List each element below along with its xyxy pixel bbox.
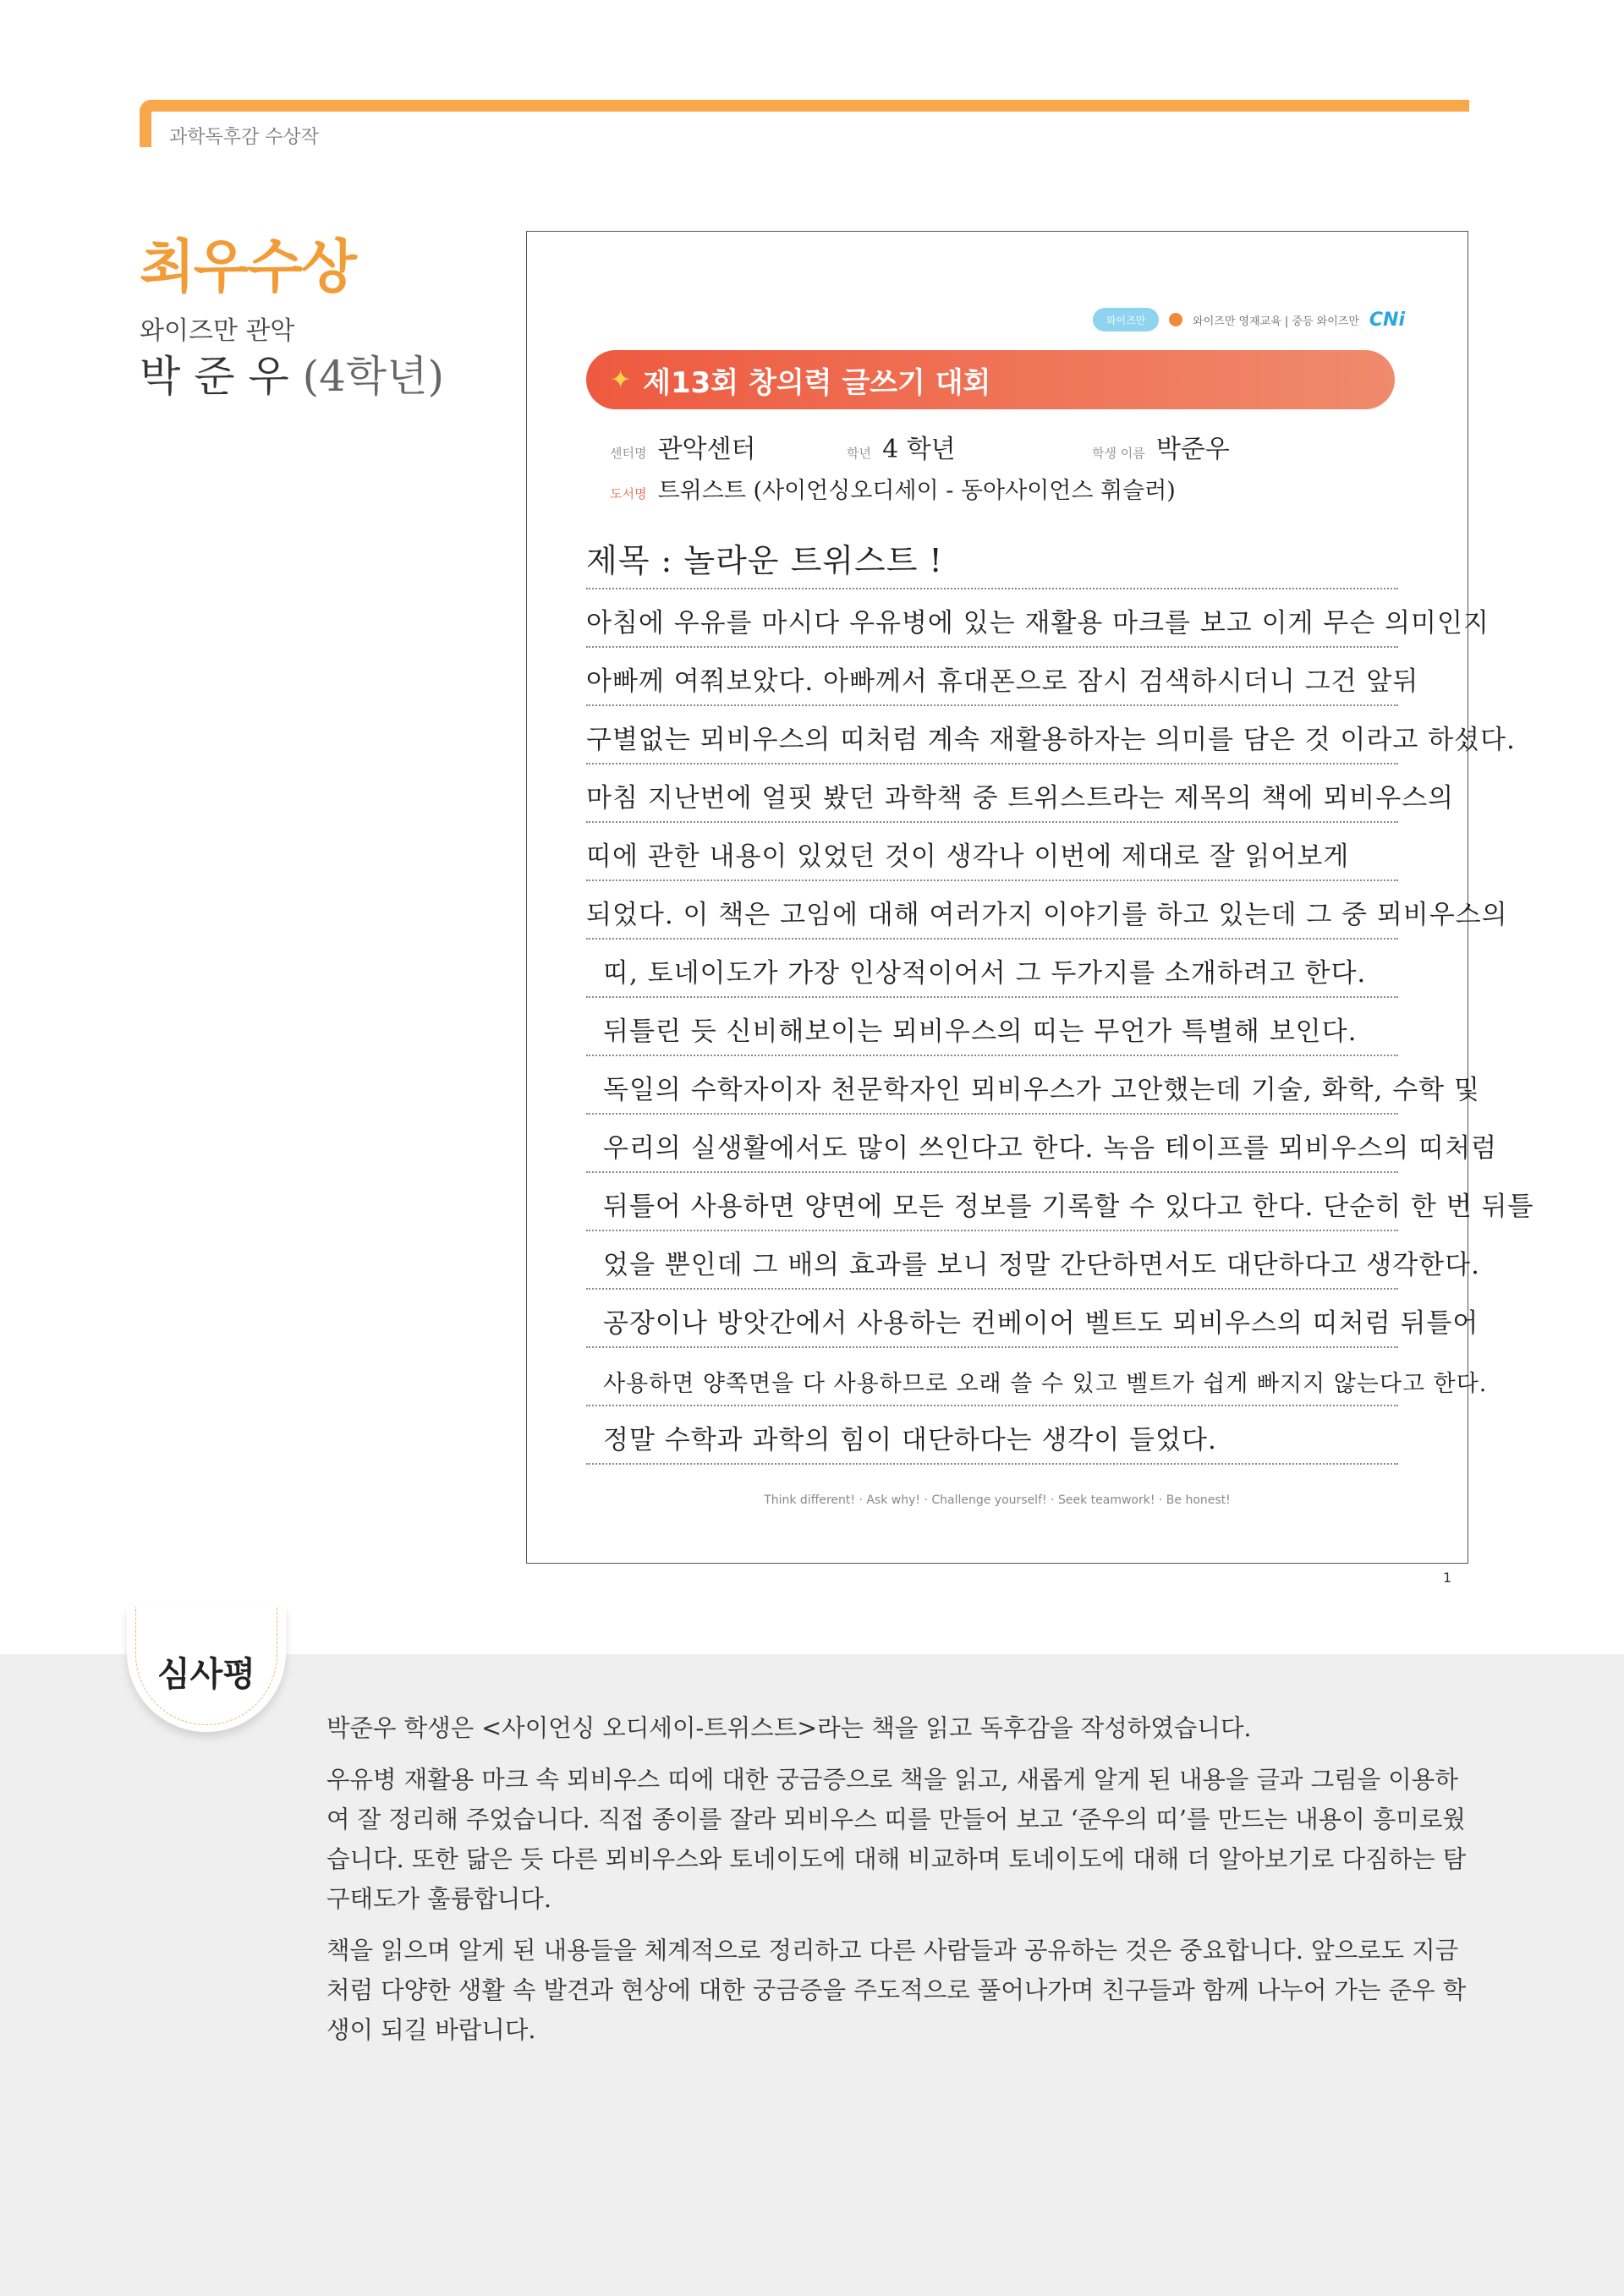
essay-lines bbox=[586, 526, 1534, 1465]
grade-field bbox=[847, 428, 956, 465]
essay-line: 구별없는 뫼비우스의 띠처럼 계속 재활용하자는 의미를 담은 것 이라고 하셨다. bbox=[586, 706, 1398, 764]
review-paragraph: 박준우 학생은 <사이언싱 오디세이-트위스트>라는 책을 읽고 독후감을 작성하였습니다. bbox=[326, 1714, 1252, 1742]
star-icon: ✦ bbox=[610, 364, 632, 395]
essay-line: 사용하면 양쪽면을 다 사용하므로 오래 쓸 수 있고 벨트가 쉽게 빠지지 않는다고 한다. bbox=[586, 1348, 1398, 1406]
essay-line: 띠, 토네이도가 가장 인상적이어서 그 두가지를 소개하려고 한다. bbox=[586, 940, 1398, 998]
page-number: 1 bbox=[1443, 1570, 1452, 1586]
essay-line: 되었다. 이 책은 고임에 대해 여러가지 이야기를 하고 있는데 그 중 뫼비우스의 bbox=[586, 881, 1398, 940]
book-field bbox=[610, 472, 1176, 505]
student-label: 학생 이름 bbox=[1092, 446, 1145, 461]
essay-line: 우리의 실생활에서도 많이 쓰인다고 한다. 녹음 테이프를 뫼비우스의 띠처럼 bbox=[586, 1115, 1398, 1173]
center-field bbox=[610, 428, 756, 465]
essay-line: 아빠께 여쭤보았다. 아빠께서 휴대폰으로 잠시 검색하시더니 그건 앞뒤 bbox=[586, 648, 1398, 706]
review-body bbox=[326, 1708, 1468, 2062]
contest-banner bbox=[586, 350, 1395, 409]
wiseman-cloud-logo: 와이즈만 bbox=[1093, 308, 1159, 332]
header-accent-bar bbox=[140, 100, 1469, 112]
essay-line: 아침에 우유를 마시다 우유병에 있는 재활용 마크를 보고 이게 무슨 의미인지 bbox=[586, 589, 1398, 648]
award-center: 와이즈만 관악 bbox=[140, 316, 295, 346]
student-value: 박준우 bbox=[1155, 435, 1230, 464]
student-field bbox=[1092, 428, 1230, 465]
essay-line: 었을 뿐인데 그 배의 효과를 보니 정말 간단하면서도 대단하다고 생각한다. bbox=[586, 1231, 1398, 1290]
grade-value: 4 학년 bbox=[882, 435, 956, 464]
center-label: 센터명 bbox=[610, 446, 647, 461]
grade-label: 학년 bbox=[847, 446, 871, 461]
wiseman-text-logo: 와이즈만 영재교육 | 중등 와이즈만 bbox=[1193, 315, 1359, 328]
essay-line: 마침 지난번에 얼핏 봤던 과학책 중 트위스트라는 제목의 책에 뫼비우스의 bbox=[586, 764, 1398, 823]
student-grade: (4학년) bbox=[302, 352, 445, 401]
cni-logo: CNi bbox=[1369, 309, 1405, 331]
book-value: 트위스트 (사이언싱오디세이 - 동아사이언스 휘슬러) bbox=[657, 478, 1176, 504]
header-accent-tab bbox=[140, 100, 151, 147]
essay-title: 제목 : 놀라운 트위스트 ! bbox=[586, 526, 1398, 589]
essay-footer-motto: Think different! · Ask why! · Challenge yourself! · Seek teamwork! · Be honest! bbox=[764, 1493, 1231, 1507]
contest-title: 제13회 창의력 글쓰기 대회 bbox=[643, 365, 991, 400]
essay-line: 띠에 관한 내용이 있었던 것이 생각나 이번에 제대로 잘 읽어보게 bbox=[586, 823, 1398, 881]
logo-group bbox=[1093, 308, 1405, 332]
award-title: 최우수상 bbox=[140, 234, 355, 301]
center-value: 관악센터 bbox=[657, 435, 756, 464]
review-title: 심사평 bbox=[157, 1655, 255, 1694]
section-label: 과학독후감 수상작 bbox=[169, 127, 320, 148]
essay-scan bbox=[526, 231, 1534, 1564]
essay-line: 공장이나 방앗간에서 사용하는 컨베이어 벨트도 뫼비우스의 띠처럼 뒤틀어 bbox=[586, 1290, 1398, 1348]
student-name-line bbox=[140, 342, 444, 403]
book-label: 도서명 bbox=[610, 486, 647, 501]
student-name: 박 준 우 bbox=[140, 352, 289, 401]
essay-line: 뒤틀어 사용하면 양면에 모든 정보를 기록할 수 있다고 한다. 단순히 한 번 뒤틀 bbox=[586, 1173, 1398, 1231]
essay-line: 독일의 수학자이자 천문학자인 뫼비우스가 고안했는데 기술, 화학, 수학 및 bbox=[586, 1056, 1398, 1115]
review-paragraph: 우유병 재활용 마크 속 뫼비우스 띠에 대한 궁금증으로 책을 읽고, 새롭게 알게 된 내용을 글과 그림을 이용하여 잘 정리해 주었습니다. 직접 종이를 잘라 뫼비우스 띠를 만들어 보고 ‘준우의 띠’를 만드는 내용이 흥미로웠습니다. 또한 닮은 듯 다른 뫼비우스와 토네이도에 대해 비교하며 토네이도에 대해 더 알아보기로 다짐하는 탐구태도가 훌륭합니다. bbox=[326, 1766, 1467, 1913]
sun-icon bbox=[1169, 313, 1182, 326]
essay-line: 정말 수학과 과학의 힘이 대단하다는 생각이 들었다. bbox=[586, 1406, 1398, 1465]
review-paragraph: 책을 읽으며 알게 된 내용들을 체계적으로 정리하고 다른 사람들과 공유하는 것은 중요합니다. 앞으로도 지금처럼 다양한 생활 속 발견과 현상에 대한 궁금증을 주도적으로 풀어나가며 친구들과 함께 나누어 가는 준우 학생이 되길 바랍니다. bbox=[326, 1937, 1467, 2044]
essay-line: 뒤틀린 듯 신비해보이는 뫼비우스의 띠는 무언가 특별해 보인다. bbox=[586, 998, 1398, 1056]
